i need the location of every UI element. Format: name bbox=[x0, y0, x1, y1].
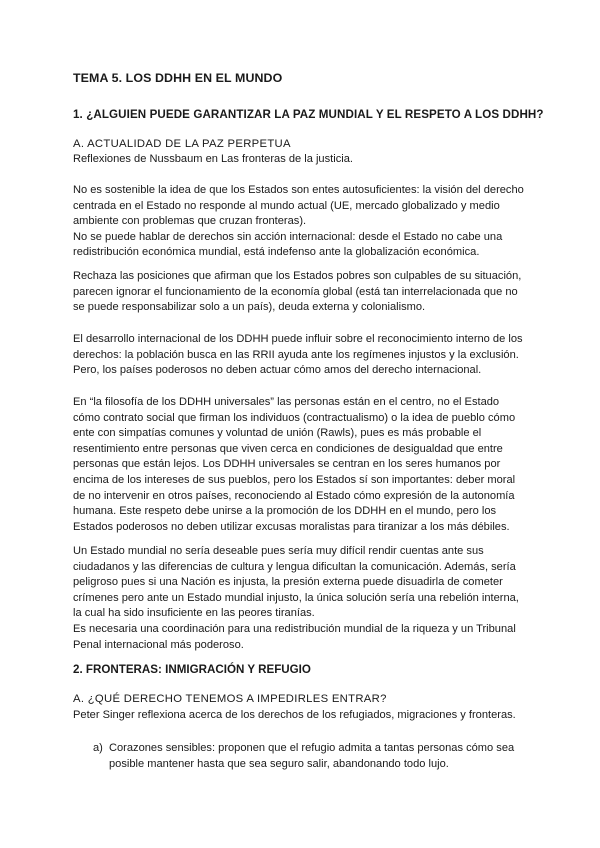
paragraph-line: ambiente con problemas que cruzan fronteras). bbox=[73, 215, 307, 228]
paragraph-line: ciudadanos y las diferencias de cultura y lengua dificultan la comunicación. Además, sería bbox=[73, 560, 516, 573]
paragraph-line: No es sostenible la idea de que los Estados son entes autosuficientes: la visión del derecho bbox=[73, 184, 524, 196]
paragraph-line: ente con simpatías comunes y voluntad de unión (Rawls), pues es más probable el bbox=[73, 427, 482, 440]
paragraph-line: parecen ignorar el funcionamiento de la economía global (está tan interrelacionada que no bbox=[73, 285, 518, 298]
section-2-subheading-a: A. ¿QUÉ DERECHO TENEMOS A IMPEDIRLES ENTRAR? bbox=[73, 693, 387, 705]
paragraph-line: se puede responsabilizar solo a un país), deuda externa y colonialismo. bbox=[73, 301, 426, 314]
paragraph-4 bbox=[73, 395, 533, 535]
list-marker: a) bbox=[93, 742, 103, 754]
list-item-line: Corazones sensibles: proponen que el refugio admita a tantas personas cómo sea bbox=[109, 742, 515, 754]
paragraph-line: la cual ha sido insuficiente en las peores tiranías. bbox=[73, 607, 315, 620]
list-item-line: posible mantener hasta que sea seguro salir, abandonando todo lujo. bbox=[109, 757, 449, 770]
paragraph-line: cómo contrato social que firman los individuos (contractualismo) o la idea de pueblo cómo bbox=[73, 411, 516, 424]
section-1-intro: Reflexiones de Nussbaum en Las fronteras de la justicia. bbox=[73, 153, 353, 165]
paragraph-line: personas que están lejos. Los DDHH universales se centran en los seres humanos por bbox=[73, 458, 501, 471]
paragraph-line: encima de los intereses de sus pueblos, pero los Estados sí son importantes: deber moral bbox=[73, 473, 516, 486]
paragraph-line: peligroso pues si una Nación es injusta, la presión externa puede disuadirla de cometer bbox=[73, 576, 503, 589]
paragraph-line: centrada en el Estado no responde al mundo actual (UE, mercado globalizado y medio bbox=[73, 199, 500, 212]
paragraph-3 bbox=[73, 332, 533, 379]
paragraph-line: de no intervenir en otros países, reconociendo al Estado cómo expresión de la autonomía bbox=[73, 489, 515, 502]
section-2-heading: 2. FRONTERAS: INMIGRACIÓN Y REFUGIO bbox=[73, 663, 311, 676]
list-item-text bbox=[109, 741, 539, 772]
paragraph-line: redistribución económica mundial, está indefenso ante la globalización económica. bbox=[73, 246, 480, 259]
section-1-heading: 1. ¿ALGUIEN PUEDE GARANTIZAR LA PAZ MUNDIAL Y EL RESPETO A LOS DDHH? bbox=[73, 108, 544, 121]
section-1-subheading-a: A. ACTUALIDAD DE LA PAZ PERPETUA bbox=[73, 138, 291, 150]
paragraph-line: Es necesaria una coordinación para una redistribución mundial de la riqueza y un Tribunal bbox=[73, 622, 516, 635]
paragraph-2 bbox=[73, 269, 533, 316]
paragraph-line: Rechaza las posiciones que afirman que los Estados pobres son culpables de su situación, bbox=[73, 270, 522, 282]
section-2-intro: Peter Singer reflexiona acerca de los derechos de los refugiados, migraciones y fronteras. bbox=[73, 709, 516, 721]
paragraph-line: resentimiento entre personas que viven cerca en condiciones de desigualdad que entre bbox=[73, 442, 503, 455]
paragraph-line: Un Estado mundial no sería deseable pues sería muy difícil rendir cuentas ante sus bbox=[73, 545, 484, 557]
paragraph-line: humana. Este respeto debe unirse a la promoción de los DDHH en el mundo, pero los bbox=[73, 505, 497, 518]
paragraph-line: No se puede hablar de derechos sin acción internacional: desde el Estado no cabe una bbox=[73, 230, 503, 243]
paragraph-line: Pero, los países poderosos no deben actuar cómo amos del derecho internacional. bbox=[73, 364, 482, 377]
paragraph-1 bbox=[73, 183, 533, 261]
paragraph-line: derechos: la población busca en las RRII ayuda ante los regímenes injustos y la exclusión. bbox=[73, 348, 519, 361]
paragraph-line: Estados poderosos no deben utilizar excusas moralistas para tiranizar a los más débiles. bbox=[73, 520, 510, 533]
paragraph-line: crímenes pero ante un Estado mundial injusto, la única solución sería una rebelión interna, bbox=[73, 591, 519, 604]
document-title: TEMA 5. LOS DDHH EN EL MUNDO bbox=[73, 71, 283, 85]
paragraph-line: En “la filosofía de los DDHH universales” las personas están en el centro, no el Estado bbox=[73, 396, 500, 408]
paragraph-5 bbox=[73, 544, 533, 653]
paragraph-line: Penal internacional más poderoso. bbox=[73, 638, 244, 651]
paragraph-line: El desarrollo internacional de los DDHH puede influir sobre el reconocimiento interno de los bbox=[73, 333, 523, 345]
